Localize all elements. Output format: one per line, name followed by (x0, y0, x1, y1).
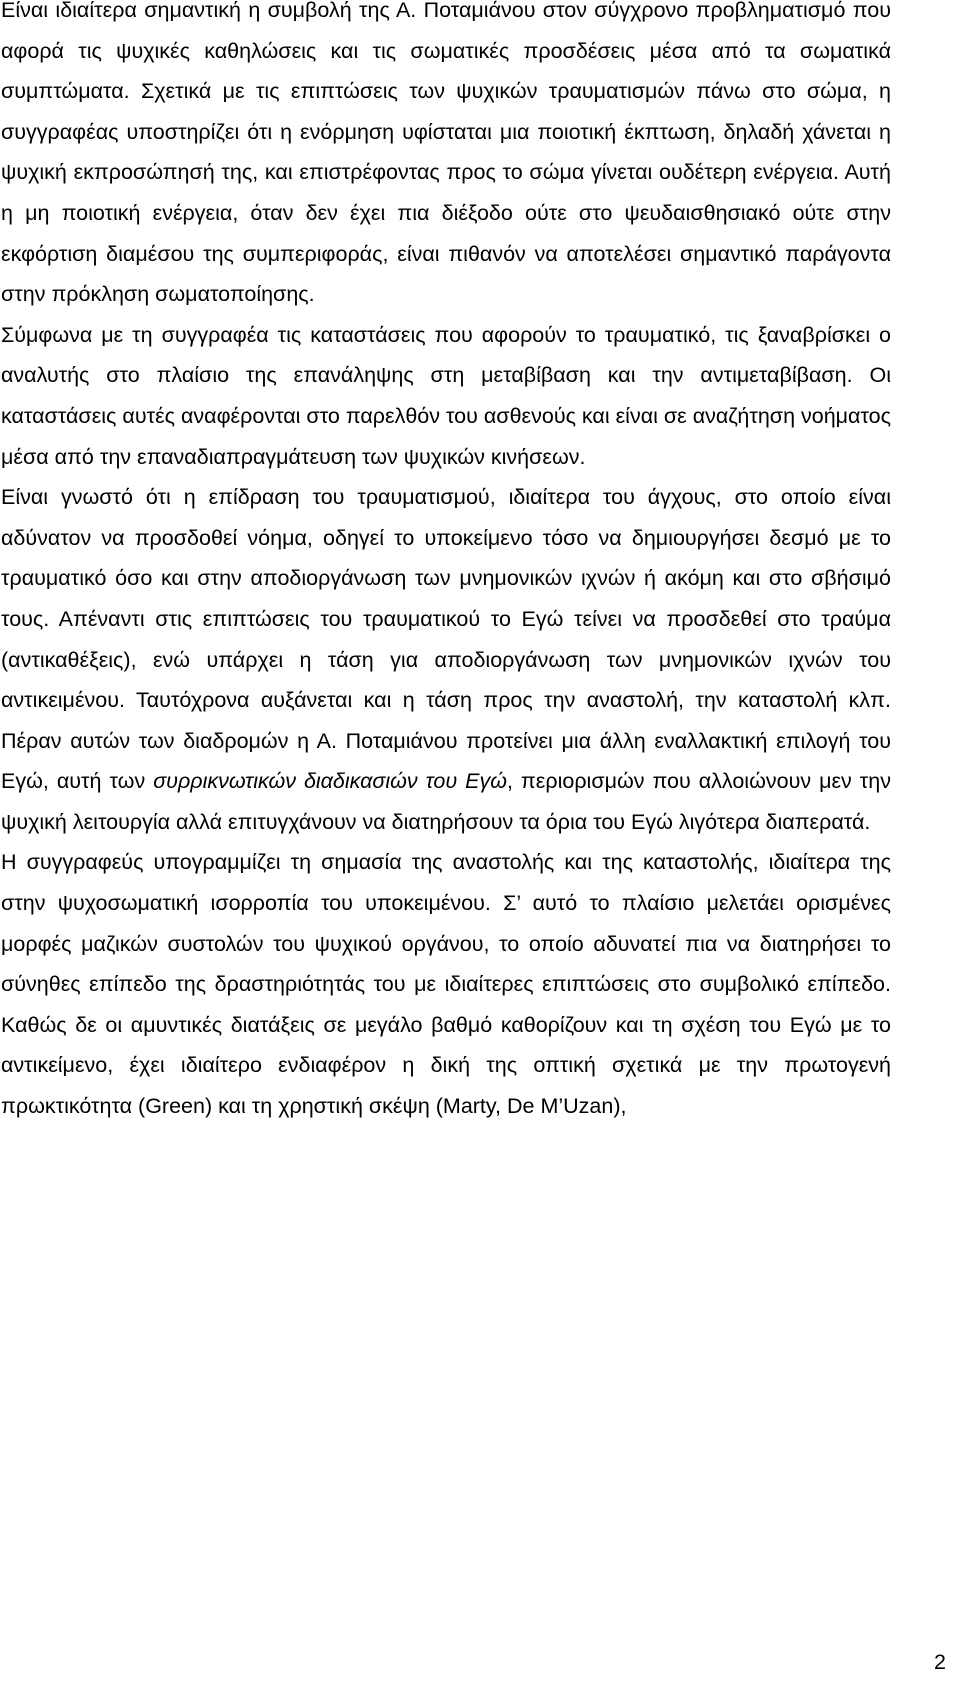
page-number: 2 (934, 1650, 946, 1674)
paragraph-text: , περιορισμών που αλλοιώνουν μεν την ψυχική λειτουργία αλλά επιτυγχάνουν να διατηρήσουν τα όρια του Εγώ λιγότερα διαπερατά. (1, 769, 891, 834)
paragraph-text: Η συγγραφεύς υπογραμμίζει τη σημασία της αναστολής και της καταστολής, ιδιαίτερα της στην ψυχοσωματική ισορροπία του υποκειμένου. Σ’ αυτό το πλαίσιο μελετάει ορισμένες μορφές μαζικών συστολών του ψυχικού οργάνου, το οποίο αδυνατεί πια να διατηρήσει το σύνηθες επίπεδο της δραστηριότητάς του με ιδιαίτερες επιπτώσεις στο συμβολικό επίπεδο. Καθώς δε οι αμυντικές διατάξεις σε μεγάλο βαθμό καθορίζουν και τη σχέση του Εγώ με το αντικείμενο, έχει ιδιαίτερο ενδιαφέρον η δική της οπτική σχετικά με την πρωτογενή πρωκτικότητα (Green) και τη χρηστική σκέψη (Marty, De M’Uzan), (1, 850, 891, 1119)
paragraph (1, 477, 891, 842)
paragraph (1, 315, 891, 477)
paragraph (1, 842, 891, 1126)
italic-term: συρρικνωτικών διαδικασιών του Εγώ (153, 769, 507, 794)
paragraph (1, 0, 891, 315)
paragraph-text: Είναι ιδιαίτερα σημαντική η συμβολή της Α. Ποταμιάνου στον σύγχρονο προβληματισμό που αφορά τις ψυχικές καθηλώσεις και τις σωματικές προσδέσεις μέσα από τα σωματικά συμπτώματα. Σχετικά με τις επιπτώσεις των ψυχικών τραυματισμών πάνω στο σώμα, η συγγραφέας υποστηρίζει ότι η ενόρμηση υφίσταται μια ποιοτική έκπτωση, δηλαδή χάνεται η ψυχική εκπροσώπησή της, και επιστρέφοντας προς το σώμα γίνεται ουδέτερη ενέργεια. Αυτή η μη ποιοτική ενέργεια, όταν δεν έχει πια διέξοδο ούτε στο ψευδαισθησιακό ούτε στην εκφόρτιση διαμέσου της συμπεριφοράς, είναι πιθανόν να αποτελέσει σημαντικό παράγοντα στην πρόκληση σωματοποίησης. (1, 0, 891, 307)
paragraph-text: Σύμφωνα με τη συγγραφέα τις καταστάσεις που αφορούν το τραυματικό, τις ξαναβρίσκει ο αναλυτής στο πλαίσιο της επανάληψης στη μεταβίβαση και την αντιμεταβίβαση. Οι καταστάσεις αυτές αναφέρονται στο παρελθόν του ασθενούς και είναι σε αναζήτηση νοήματος μέσα από την επαναδιαπραγμάτευση των ψυχικών κινήσεων. (1, 322, 891, 469)
paragraph-text: Είναι γνωστό ότι η επίδραση του τραυματισμού, ιδιαίτερα του άγχους, στο οποίο είναι αδύνατον να προσδοθεί νόημα, οδηγεί το υποκείμενο τόσο να δημιουργήσει δεσμό με το τραυματικό όσο και στην αποδιοργάνωση των μνημονικών ιχνών ή ακόμη και στο σβήσιμό τους. Απέναντι στις επιπτώσεις του τραυματικού το Εγώ τείνει να προσδεθεί στο τραύμα (αντικαθέξεις), ενώ υπάρχει η τάση για αποδιοργάνωση των μνημονικών ιχνών του αντικειμένου. Ταυτόχρονα αυξάνεται και η τάση προς την αναστολή, την καταστολή κλπ. Πέραν αυτών των διαδρομών η Α. Ποταμιάνου προτείνει μια άλλη εναλλακτική επιλογή του Εγώ, αυτή των (1, 485, 891, 794)
